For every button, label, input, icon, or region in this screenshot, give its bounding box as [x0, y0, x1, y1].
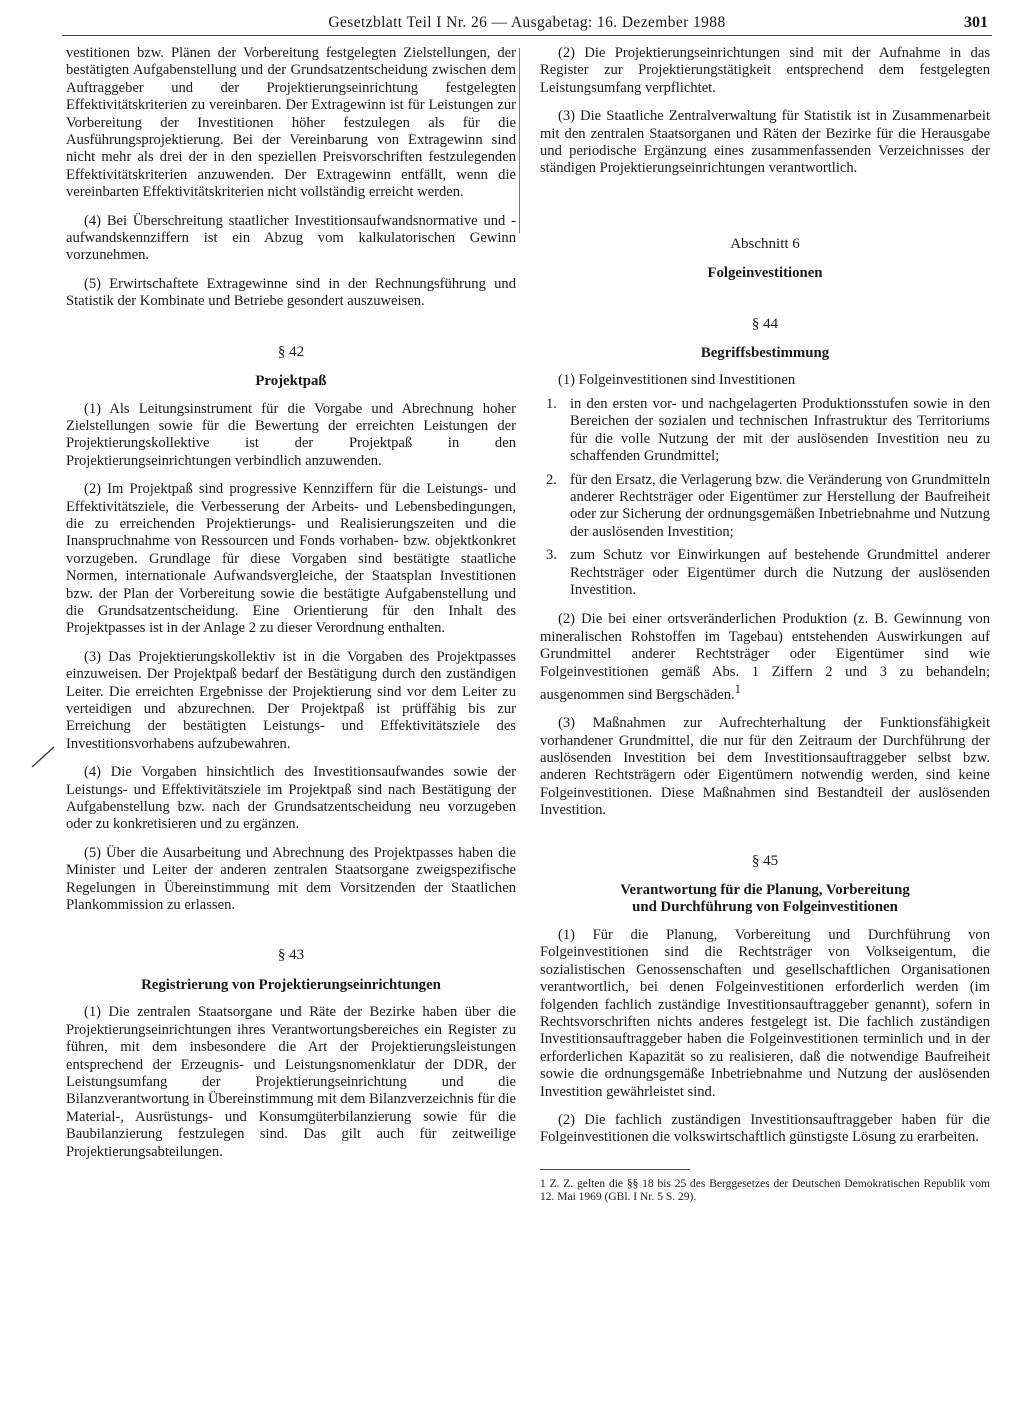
section-heading-44: Begriffsbestimmung [700, 345, 830, 362]
abschnitt-heading: Folgeinvestitionen [707, 265, 823, 282]
page-header [62, 6, 992, 36]
list-item-text: für den Ersatz, die Verlagerung bzw. die Veränderung von Grundmitteln anderer Rechtsträger oder Eigentümer zur Herstellung der Baufreiheit oder zur Sicherung der ordnungsgemäßen Inbetriebnahme und Nutzung der auslösenden Investition; [570, 471, 990, 540]
section-heading-43: Registrierung von Projektierungseinrichtungen [141, 976, 441, 993]
list-item [540, 547, 990, 599]
s45-paragraph-2: (2) Die fachlich zuständigen Investitionsauftraggeber haben für die Folgeinvestitionen die volkswirtschaftlich günstigste Lösung zu erarbeiten. [540, 1111, 990, 1146]
s42-paragraph-3: (3) Das Projektierungskollektiv ist in die Vorgaben des Projektpasses einzuweisen. Der Projektpaß bedarf der Bestätigung durch den zuständigen Leiter. Die erreichten Ergebnisse der Projektierung sind vor dem Leiter zu verteidigen und abzurechnen. Der Projektpaß ist prüffähig bis zur Erreichung der bestätigten Leistungs- und Effektivitätsziele des Investitionsvorhabens aufzubewahren. [66, 648, 516, 752]
s44-paragraph-2-text: (2) Die bei einer ortsveränderlichen Produktion (z. B. Gewinnung von mineralischen Rohstoffen im Tagebau) entstehenden Auswirkungen auf Grundmittel anderer Rechtsträger oder Eigentümer sind wie Folgeinvestitionen gemäß Abs. 1 Ziffern 2 und 3 zu behandeln; ausgenommen sind Bergschäden. [540, 611, 990, 703]
list-item-text: zum Schutz vor Einwirkungen auf bestehende Grundmittel anderer Rechtsträger oder Eigentümer durch die Nutzung der auslösenden Investition. [570, 547, 990, 598]
section-number-45: § 45 [751, 852, 779, 869]
page-number: 301 [964, 14, 988, 31]
list-item [540, 472, 990, 542]
s44-item-list [540, 396, 990, 599]
s44-paragraph-3: (3) Maßnahmen zur Aufrechterhaltung der Funktionsfähigkeit vorhandener Grundmittel, die nur für den Zeitraum der Durchführung der auslösenden Investition bei dem Investitionsauftraggeber selbst bzw. anderen Rechtsträgern oder Eigentümern notwendig werden, sind keine Folgeinvestitionen. Diese Maßnahmen sind Bestandteil der auslösenden Investition. [540, 715, 990, 819]
s42-paragraph-5: (5) Über die Ausarbeitung und Abrechnung des Projektpasses haben die Minister und Leiter der anderen zentralen Staatsorgane zweigspezifische Regelungen in Übereinstimmung mit dem Vorsitzenden der Staatlichen Plankommission zu erlassen. [66, 844, 516, 914]
abschnitt-label: Abschnitt 6 [730, 235, 800, 252]
paragraph-5: (5) Erwirtschaftete Extragewinne sind in der Rechnungsführung und Statistik der Kombinate und Betriebe gesondert auszuweisen. [66, 275, 516, 310]
left-column [66, 45, 516, 1172]
paragraph-4: (4) Bei Überschreitung staatlicher Investitionsaufwandsnormative und -aufwandskennziffern ist ein Abzug vom kalkulatorischen Gewinn vorzunehmen. [66, 212, 516, 264]
s43-paragraph-1: (1) Die zentralen Staatsorgane und Räte der Bezirke haben über die Projektierungseinrichtungen ihres Verantwortungsbereiches ein Register zu führen, mit dem insbesondere die Art der Projektierungsleistungen entsprechend der Erzeugnis- und Leistungsnomenklatur der DDR, der Leistungsumfang der Projektierungseinrichtung und die Bilanzverantwortung in Übereinstimmung mit dem Bilanzverzeichnis für die Material-, Ausrüstungs- und Konsumgüterbilanzierung sowie für die Baubilanzierung festzulegen sind. Das gilt auch für zeitweilige Projektierungsabteilungen. [66, 1004, 516, 1160]
section-number-44: § 44 [751, 315, 779, 332]
s44-paragraph-2 [540, 611, 990, 704]
s43-paragraph-3: (3) Die Staatliche Zentralverwaltung für Statistik ist in Zusammenarbeit mit den zentralen Staatsorganen und Räten der Bezirke für die Herausgabe und periodische Ergänzung eines zusammenfassenden Verzeichnisses der ständigen Projektierungseinrichtungen verantwortlich. [540, 108, 990, 177]
section-number-43: § 43 [277, 947, 305, 964]
section-number-42: § 42 [277, 343, 305, 360]
margin-pencil-mark [28, 745, 58, 769]
s42-paragraph-1: (1) Als Leitungsinstrument für die Vorgabe und Abrechnung hoher Zielstellungen sowie für die Bewertung der erreichten Leistungen der Projektierungskollektive ist der Projektpaß in den Projektierungseinrichtungen verbindlich anzuwenden. [66, 400, 516, 469]
section-heading-45-line-2: und Durchführung von Folgeinvestitionen [632, 899, 898, 916]
continued-paragraph: vestitionen bzw. Plänen der Vorbereitung festgelegten Zielstellungen, der bestätigten Aufgabenstellung und der Grundsatzentscheidung zwischen dem Auftraggeber und der Projektierungseinrichtung festgelegten Effektivitätskriterien zu vereinbaren. Der Extragewinn ist für Leistungen zur Vorbereitung der Investitionen höher festzulegen als für die Ausführungsprojektierung. Bei der Vereinbarung von Extragewinn sind nicht mehr als drei der in den speziellen Preisvorschriften festzulegenden Effektivitätskriterien anzuwenden. Der Extragewinn entfällt, wenn die vereinbarten Effektivitätskriterien nicht vollständig erreicht werden. [66, 45, 516, 201]
s42-paragraph-2: (2) Im Projektpaß sind progressive Kennziffern für die Leistungs- und Effektivitätsziele, die Verbesserung der Arbeits- und Lebensbedingungen, die zu erreichenden Projektierungs- und Realisierungszeiten und die Inanspruchnahme von Ressourcen und Fonds vorhaben- bzw. objektkonkret vorzugeben. Grundlage für diese Vorgaben sind bestätigte staatliche Normen, internationale Aufwandsvergleiche, der Staatsplan Investitionen bzw. der Plan der Vorbereitung sowie die bestätigte Aufgabenstellung und die Grundsatzentscheidung. Eine Orientierung für den Inhalt des Projektpasses ist in der Anlage 2 zu dieser Verordnung enthalten. [66, 481, 516, 637]
column-divider [519, 48, 520, 233]
footnote-reference: 1 [734, 681, 741, 696]
section-heading-45-line-1: Verantwortung für die Planung, Vorbereitung [620, 882, 910, 899]
list-item-text: in den ersten vor- und nachgelagerten Produktionsstufen sowie in den Bereichen der sozialen und technischen Infrastruktur des Territoriums für die volle Nutzung der mit der auslösenden Investition neu zu schaffenden Grundmittel; [570, 395, 990, 465]
s44-paragraph-1-intro: (1) Folgeinvestitionen sind Investitionen [558, 372, 796, 389]
list-item-number: 3. [546, 547, 557, 564]
list-item-number: 1. [546, 395, 557, 412]
s45-paragraph-1: (1) Für die Planung, Vorbereitung und Durchführung von Folgeinvestitionen sind die Rechtsträger von Volkseigentum, die sozialistischen Genossenschaften und gesellschaftlichen Organisationen verantwortlich, bei denen Folgeinvestitionen erforderlich werden (im folgenden fachlich zuständige Investitionsauftraggeber genannt), sofern in Rechtsvorschriften nichts anderes festgelegt ist. Die fachlich zuständigen Investitionsauftraggeber haben die Folgeinvestitionen terminlich und in der erforderlichen Kapazität so zu realisieren, daß die notwendige Baufreiheit sowie die ordnungsgemäße Inbetriebnahme und Nutzung der auslösenden Investition gewährleistet sind. [540, 926, 990, 1100]
list-item [540, 396, 990, 466]
section-heading-42: Projektpaß [255, 373, 327, 390]
s42-paragraph-4: (4) Die Vorgaben hinsichtlich des Investitionsaufwandes sowie der Leistungs- und Effektivitätsziele im Projektpaß sind nach Bestätigung der Aufgabenstellung bzw. nach der Grundsatzentscheidung neu vorzugeben oder zu konkretisieren und zu ergänzen. [66, 764, 516, 833]
header-title: Gesetzblatt Teil I Nr. 26 — Ausgabetag: 16. Dezember 1988 [328, 14, 726, 31]
header-rule [62, 35, 992, 36]
list-item-number: 2. [546, 471, 557, 488]
s43-paragraph-2: (2) Die Projektierungseinrichtungen sind mit der Aufnahme in das Register zur Projektierungstätigkeit entsprechend dem festgelegten Leistungsumfang verpflichtet. [540, 45, 990, 96]
footnote: 1 Z. Z. gelten die §§ 18 bis 25 des Berggesetzes der Deutschen Demokratischen Republik vom 12. Mai 1969 (GBl. I Nr. 5 S. 29). [540, 1177, 990, 1203]
footnote-rule [540, 1169, 690, 1170]
right-column [540, 45, 990, 1215]
